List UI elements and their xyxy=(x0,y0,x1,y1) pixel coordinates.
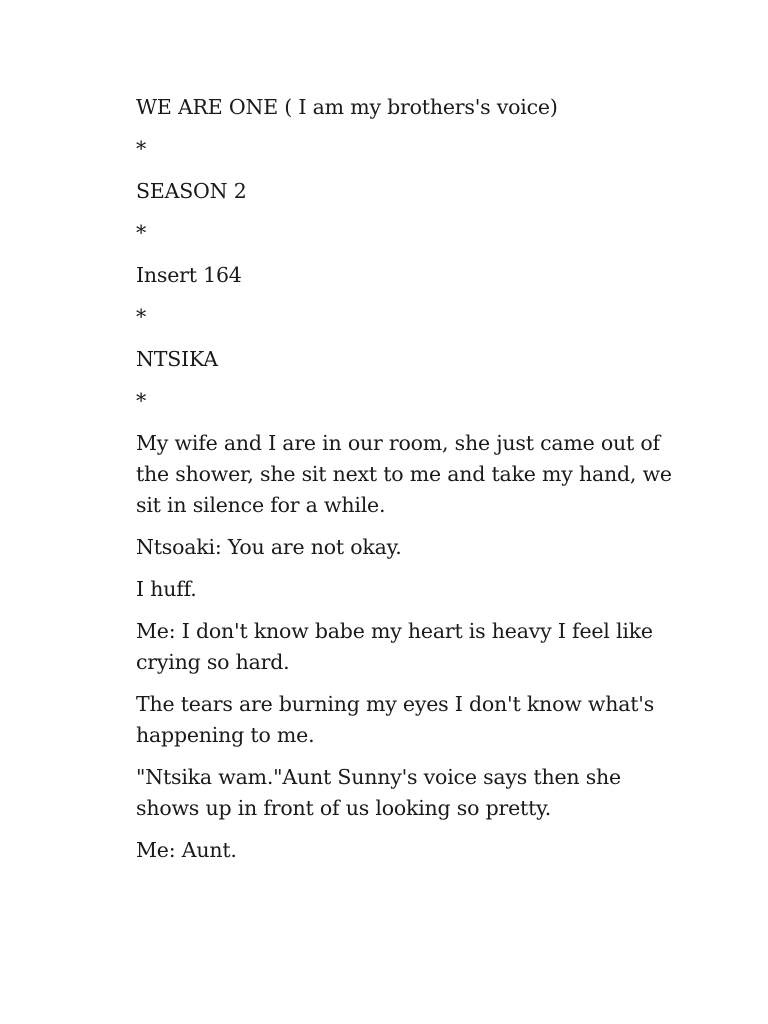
paragraph: I huff. xyxy=(136,577,197,601)
document-body xyxy=(136,92,676,877)
paragraph: Ntsoaki: You are not okay. xyxy=(136,535,402,559)
paragraph: "Ntsika wam."Aunt Sunny's voice says then she shows up in front of us looking so pretty. xyxy=(136,765,621,820)
paragraph: Me: Aunt. xyxy=(136,838,237,862)
story-title: WE ARE ONE ( I am my brothers's voice) xyxy=(136,95,558,119)
paragraph: My wife and I are in our room, she just came out of the shower, she sit next to me and take my hand, we sit in silence for a while. xyxy=(136,431,672,517)
separator-asterisk: * xyxy=(136,305,147,329)
separator-asterisk: * xyxy=(136,137,147,161)
insert-heading: Insert 164 xyxy=(136,263,242,287)
season-heading: SEASON 2 xyxy=(136,179,247,203)
separator-asterisk: * xyxy=(136,221,147,245)
separator-asterisk: * xyxy=(136,389,147,413)
paragraph: The tears are burning my eyes I don't know what's happening to me. xyxy=(136,692,655,747)
narrator-heading: NTSIKA xyxy=(136,347,218,371)
paragraph: Me: I don't know babe my heart is heavy I feel like crying so hard. xyxy=(136,619,653,674)
